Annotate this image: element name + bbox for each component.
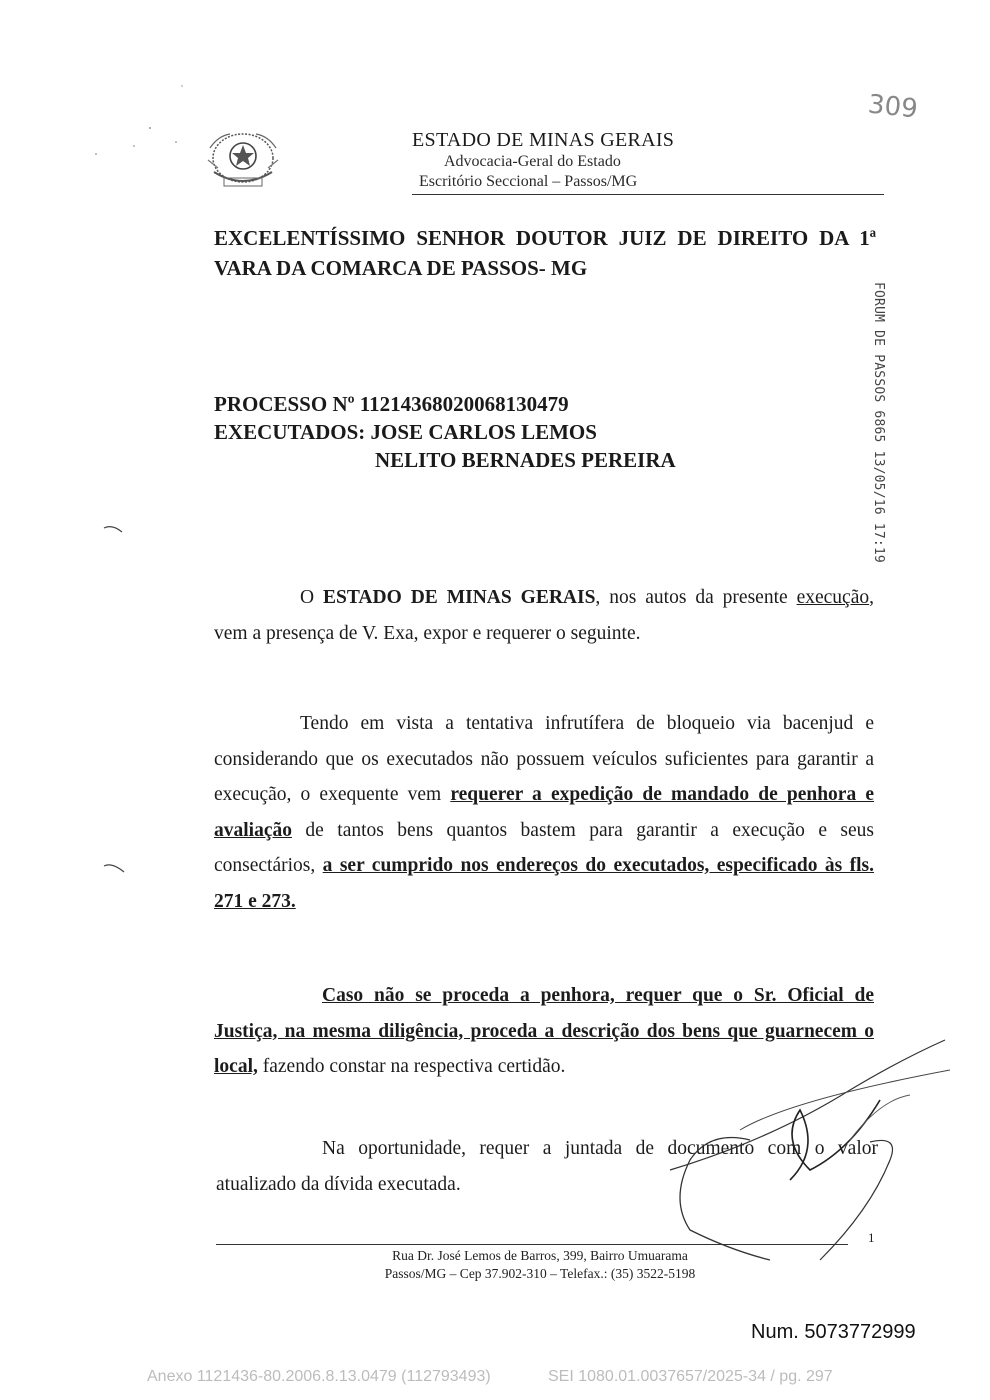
letterhead-office: Escritório Seccional – Passos/MG <box>419 173 638 190</box>
footer-address-line-2: Passos/MG – Cep 37.902-310 – Telefax.: (35) 3522-5198 <box>384 1266 696 1281</box>
letterhead-rule <box>412 194 884 195</box>
p4-text: Na oportunidade, requer a juntada de documento com o valor atualizado da dívida executada. <box>216 1138 878 1195</box>
p2-start: Tendo em vista a tentativa infrutífera de bloqueio via bacenjud e considerando que os executados não possuem veículos suficientes para garantir a execução, o exequente vem <box>214 713 874 805</box>
footer-address-line-1: Rua Dr. José Lemos de Barros, 399, Bairro Umuarama <box>392 1248 688 1263</box>
coat-of-arms-icon <box>200 128 286 194</box>
annex-reference: Anexo 1121436-80.2006.8.13.0479 (112793493) <box>147 1368 491 1385</box>
filing-stamp-text: FORUM DE PASSOS 6865 13/05/16 17:19 <box>871 282 886 563</box>
paragraph-request <box>214 706 874 919</box>
handwritten-page-number-text: 309 <box>866 89 920 125</box>
sei-reference: SEI 1080.01.0037657/2025-34 / pg. 297 <box>548 1368 833 1385</box>
p2-bold-addresses: a ser cumprido nos endereços do executados, especificado às fls. 271 e 273. <box>214 855 874 912</box>
letterhead-state: ESTADO DE MINAS GERAIS <box>412 129 675 151</box>
p1-end: , vem a presença de V. Exa, expor e requerer o seguinte. <box>214 587 874 644</box>
footer-rule <box>216 1244 848 1245</box>
p3-bold: Caso não se proceda a penhora, requer que o Sr. Oficial de Justiça, na mesma diligência, proceda a descrição dos bens que guarnecem o local, <box>214 985 874 1077</box>
letterhead <box>412 128 882 192</box>
p1-underlined: execução <box>796 587 870 608</box>
p2-mid: de tantos bens quantos bastem para garantir a execução e seus consectários, <box>214 819 874 876</box>
p2-bold-request: requerer a expedição de mandado de penhora e avaliação <box>214 784 875 841</box>
document-number: Num. 5073772999 <box>751 1321 916 1343</box>
process-number: PROCESSO Nº 11214368020068130479 <box>214 392 569 416</box>
filing-stamp <box>862 282 890 563</box>
executados-line: EXECUTADOS: JOSE CARLOS LEMOS <box>214 420 597 444</box>
p1-mid: , nos autos da presente <box>595 587 797 608</box>
handwritten-page-number <box>866 89 920 125</box>
p1-party: ESTADO DE MINAS GERAIS <box>323 587 596 608</box>
footer-address <box>300 1247 780 1283</box>
letterhead-agency: Advocacia-Geral do Estado <box>444 153 621 170</box>
p3-end: fazendo constar na respectiva certidão. <box>257 1056 566 1077</box>
paragraph-intro <box>214 580 874 651</box>
footer-page-number: 1 <box>868 1230 875 1245</box>
p1-lead: O <box>300 587 324 608</box>
addressee: EXCELENTÍSSIMO SENHOR DOUTOR JUIZ DE DIREITO DA 1ª VARA DA COMARCA DE PASSOS- MG <box>214 226 876 280</box>
process-block <box>214 390 676 474</box>
second-executado: NELITO BERNADES PEREIRA <box>375 448 676 472</box>
